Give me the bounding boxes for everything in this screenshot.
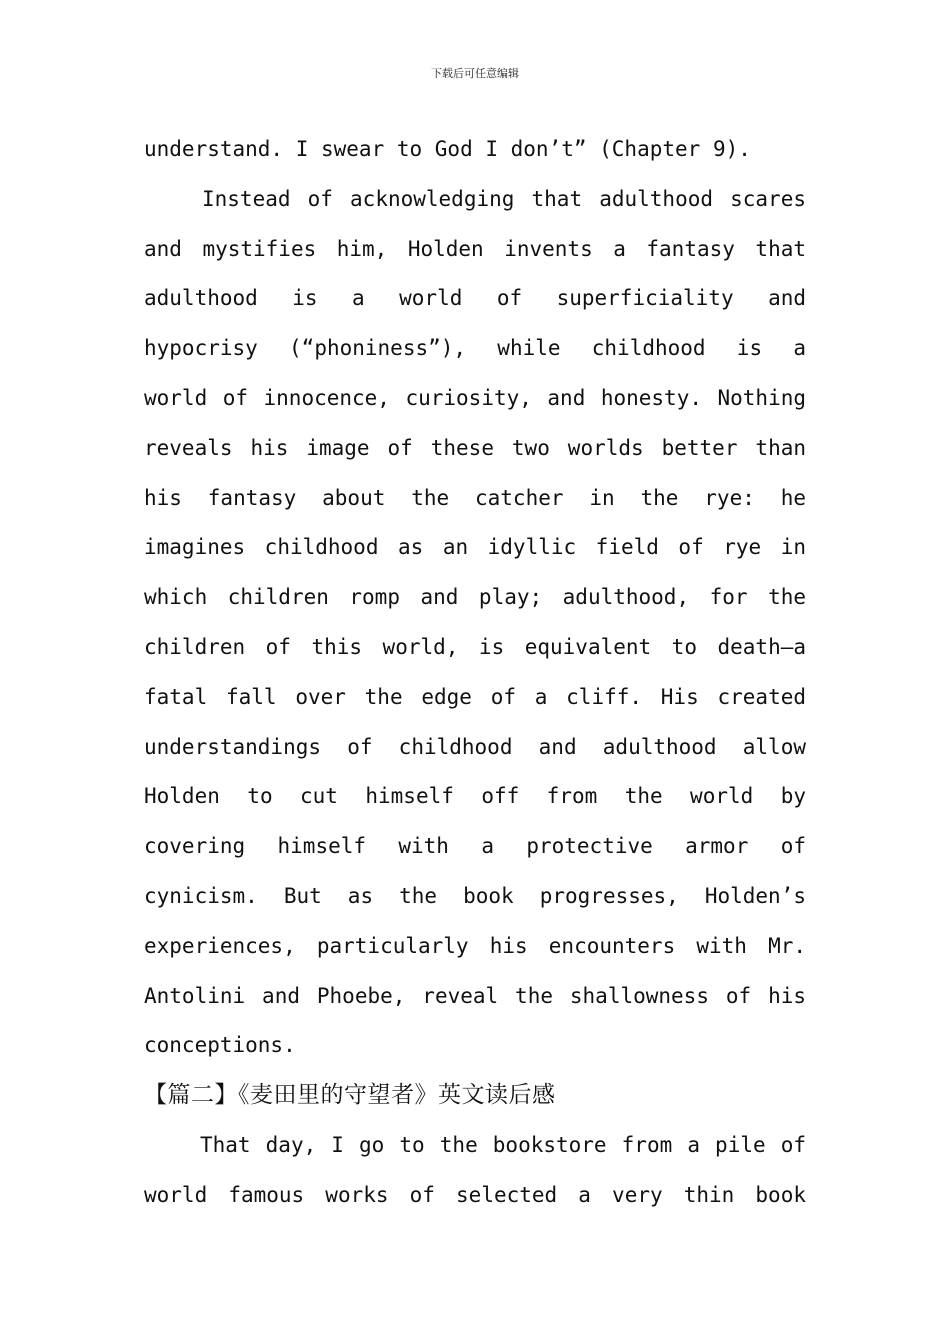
text-line: Instead of acknowledging that adulthood scares: [202, 186, 806, 211]
text-line: world of innocence, curiosity, and honesty. Nothing: [144, 385, 806, 410]
text-line: Holden to cut himself off from the world by: [144, 784, 806, 809]
text-line: covering himself with a protective armor of: [144, 834, 806, 859]
text-line: world famous works of selected a very thin book: [144, 1182, 806, 1207]
section-heading: 【篇二】《麦田里的守望者》英文读后感: [144, 1082, 556, 1109]
text-line: hypocrisy (“phoniness”), while childhood is a: [144, 336, 806, 361]
text-line: That day, I go to the bookstore from a pile of: [200, 1132, 806, 1157]
text-line: and mystifies him, Holden invents a fantasy that: [144, 236, 806, 261]
text-line: reveals his image of these two worlds better than: [144, 435, 806, 460]
document-body: [144, 125, 806, 1221]
text-line: cynicism. But as the book progresses, Holden’s: [144, 883, 806, 908]
text-line: understandings of childhood and adulthood allow: [144, 734, 806, 759]
text-line: experiences, particularly his encounters with Mr.: [144, 933, 806, 958]
text-line: understand. I swear to God I don’t” (Chapter 9).: [144, 137, 751, 161]
page-header: 下载后可任意编辑: [431, 67, 519, 80]
text-line: fatal fall over the edge of a cliff. His created: [144, 684, 806, 709]
text-line: which children romp and play; adulthood, for the: [144, 585, 806, 610]
text-line: conceptions.: [144, 1033, 296, 1058]
text-line: his fantasy about the catcher in the rye: he: [144, 485, 806, 510]
text-line: imagines childhood as an idyllic field of rye in: [144, 535, 806, 560]
text-line: adulthood is a world of superficiality and: [144, 286, 806, 311]
text-line: children of this world, is equivalent to death—a: [144, 634, 806, 659]
text-line: Antolini and Phoebe, reveal the shallowness of his: [144, 983, 806, 1008]
